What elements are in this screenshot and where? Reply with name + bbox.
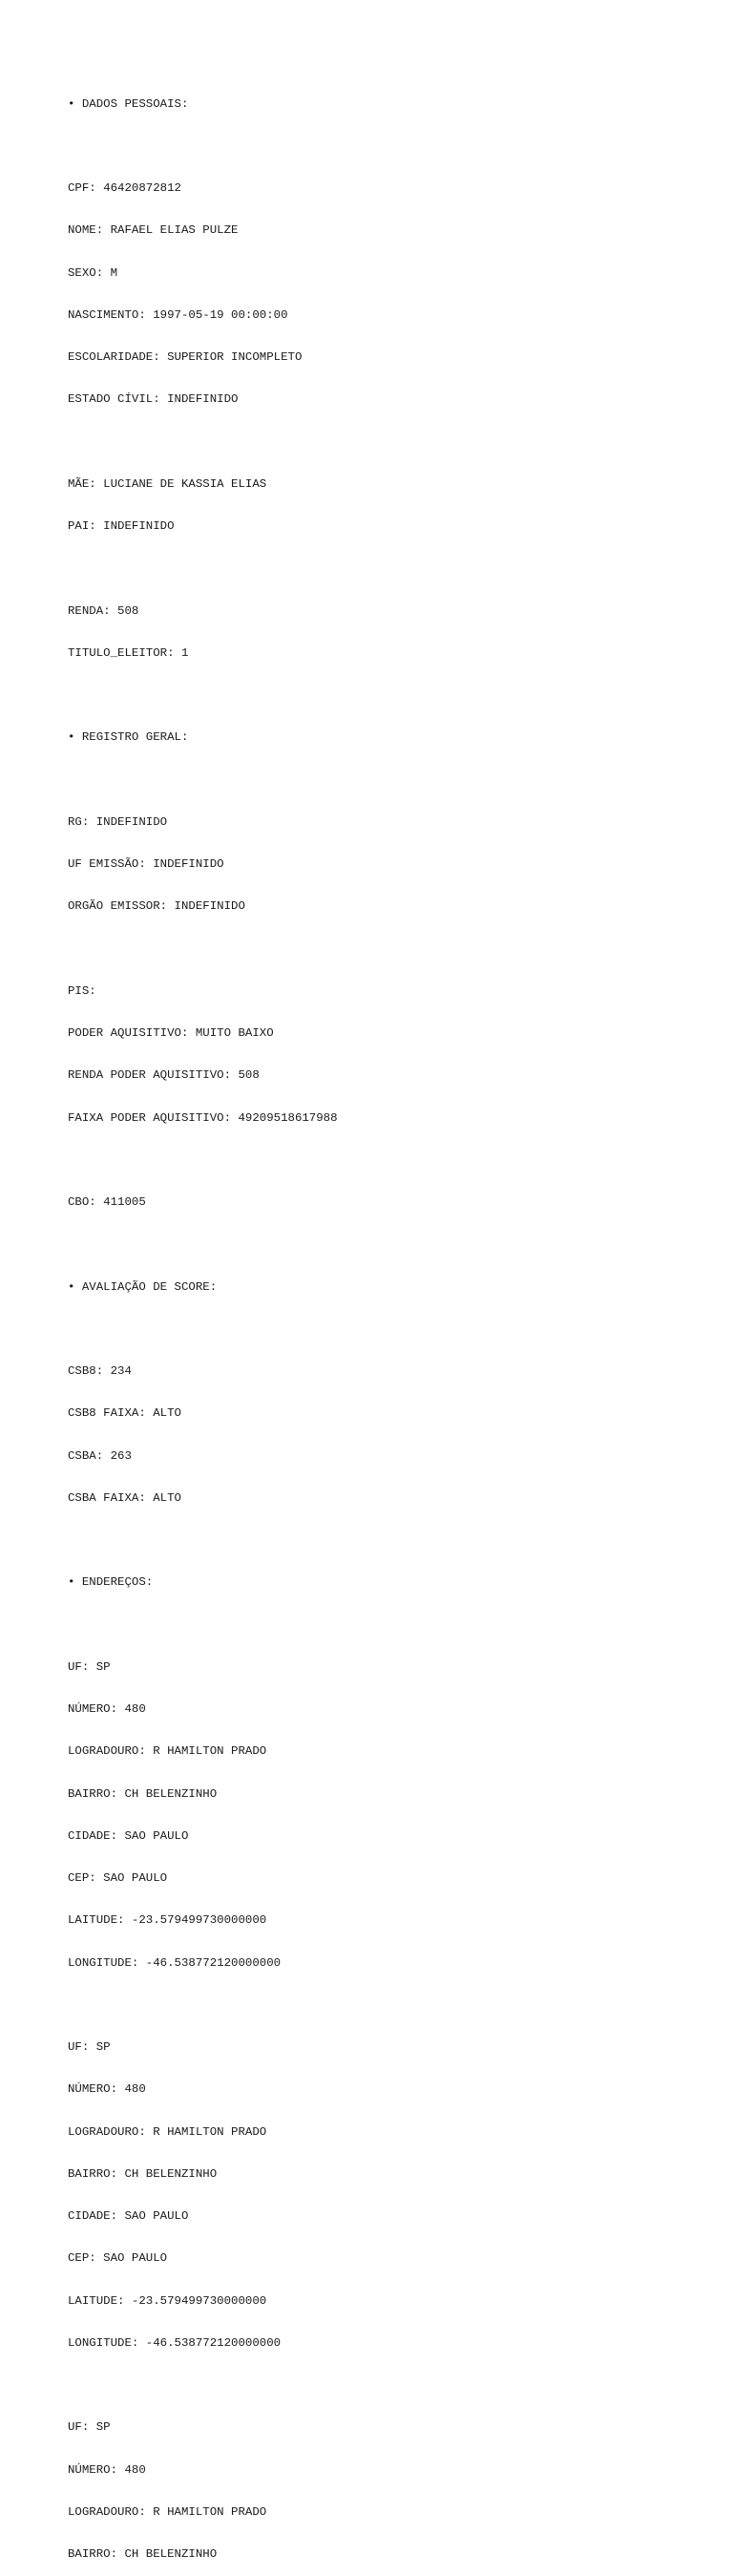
blank-line xyxy=(68,561,717,576)
address-logradouro-field: LOGRADOURO: R HAMILTON PRADO xyxy=(68,2124,267,2139)
renda-poder-aquisitivo-field: RENDA PODER AQUISITIVO: 508 xyxy=(68,1068,260,1083)
address-numero-field: NÚMERO: 480 xyxy=(68,2082,146,2097)
blank-line xyxy=(68,435,717,450)
mae-field: MÃE: LUCIANE DE KASSIA ELIAS xyxy=(68,476,267,491)
blank-line xyxy=(68,1237,717,1252)
escolaridade-field: ESCOLARIDADE: SUPERIOR INCOMPLETO xyxy=(68,350,303,364)
address-latitude-field: LAITUDE: -23.579499730000000 xyxy=(68,2293,267,2308)
rg-field: RG: INDEFINIDO xyxy=(68,814,168,829)
pai-field: PAI: INDEFINIDO xyxy=(68,519,175,533)
uf-emissao-field: UF EMISSÃO: INDEFINIDO xyxy=(68,857,224,871)
pis-field: PIS: xyxy=(68,983,96,998)
csba-faixa-field: CSBA FAIXA: ALTO xyxy=(68,1490,181,1505)
poder-aquisitivo-field: PODER AQUISITIVO: MUITO BAIXO xyxy=(68,1026,274,1040)
address-uf-field: UF: SP xyxy=(68,2420,111,2435)
blank-line xyxy=(68,1533,717,1548)
renda-field: RENDA: 508 xyxy=(68,603,139,618)
address-logradouro-field: LOGRADOURO: R HAMILTON PRADO xyxy=(68,2504,267,2519)
blank-line xyxy=(68,139,717,154)
address-cidade-field: CIDADE: SAO PAULO xyxy=(68,2209,189,2223)
blank-line xyxy=(68,688,717,703)
nascimento-field: NASCIMENTO: 1997-05-19 00:00:00 xyxy=(68,307,288,322)
address-longitude-field: LONGITUDE: -46.538772120000000 xyxy=(68,1955,282,1970)
orgao-emissor-field: ORGÃO EMISSOR: INDEFINIDO xyxy=(68,899,245,914)
titulo-eleitor-field: TITULO_ELEITOR: 1 xyxy=(68,645,189,660)
section-heading-enderecos: • ENDEREÇOS: xyxy=(68,1575,154,1590)
csb8-faixa-field: CSB8 FAIXA: ALTO xyxy=(68,1406,181,1421)
blank-line xyxy=(68,2378,717,2393)
nome-field: NOME: RAFAEL ELIAS PULZE xyxy=(68,223,239,238)
address-cep-field: CEP: SAO PAULO xyxy=(68,2251,168,2266)
address-numero-field: NÚMERO: 480 xyxy=(68,2462,146,2477)
blank-line xyxy=(68,1998,717,2013)
faixa-poder-aquisitivo-field: FAIXA PODER AQUISITIVO: 49209518617988 xyxy=(68,1110,338,1125)
section-heading-avaliacao-score: • AVALIAÇÃO DE SCORE: xyxy=(68,1279,218,1294)
address-uf-field: UF: SP xyxy=(68,1659,111,1674)
address-uf-field: UF: SP xyxy=(68,2040,111,2054)
address-logradouro-field: LOGRADOURO: R HAMILTON PRADO xyxy=(68,1744,267,1759)
address-bairro-field: BAIRRO: CH BELENZINHO xyxy=(68,2547,218,2561)
section-heading-dados-pessoais: • DADOS PESSOAIS: xyxy=(68,96,189,111)
csb8-field: CSB8: 234 xyxy=(68,1364,132,1378)
blank-line xyxy=(68,1322,717,1337)
cbo-field: CBO: 411005 xyxy=(68,1195,146,1209)
csba-field: CSBA: 263 xyxy=(68,1448,132,1463)
cpf-field: CPF: 46420872812 xyxy=(68,181,181,195)
blank-line xyxy=(68,1153,717,1168)
address-latitude-field: LAITUDE: -23.579499730000000 xyxy=(68,1913,267,1928)
sexo-field: SEXO: M xyxy=(68,265,118,280)
address-numero-field: NÚMERO: 480 xyxy=(68,1702,146,1716)
address-longitude-field: LONGITUDE: -46.538772120000000 xyxy=(68,2335,282,2350)
address-cep-field: CEP: SAO PAULO xyxy=(68,1871,168,1885)
estado-civil-field: ESTADO CÍVIL: INDEFINIDO xyxy=(68,392,239,407)
address-bairro-field: BAIRRO: CH BELENZINHO xyxy=(68,2166,218,2181)
blank-line xyxy=(68,1618,717,1633)
blank-line xyxy=(68,942,717,957)
section-heading-registro-geral: • REGISTRO GERAL: xyxy=(68,730,189,745)
blank-line xyxy=(68,773,717,788)
document-page xyxy=(68,69,717,2576)
address-bairro-field: BAIRRO: CH BELENZINHO xyxy=(68,1786,218,1801)
address-cidade-field: CIDADE: SAO PAULO xyxy=(68,1828,189,1843)
